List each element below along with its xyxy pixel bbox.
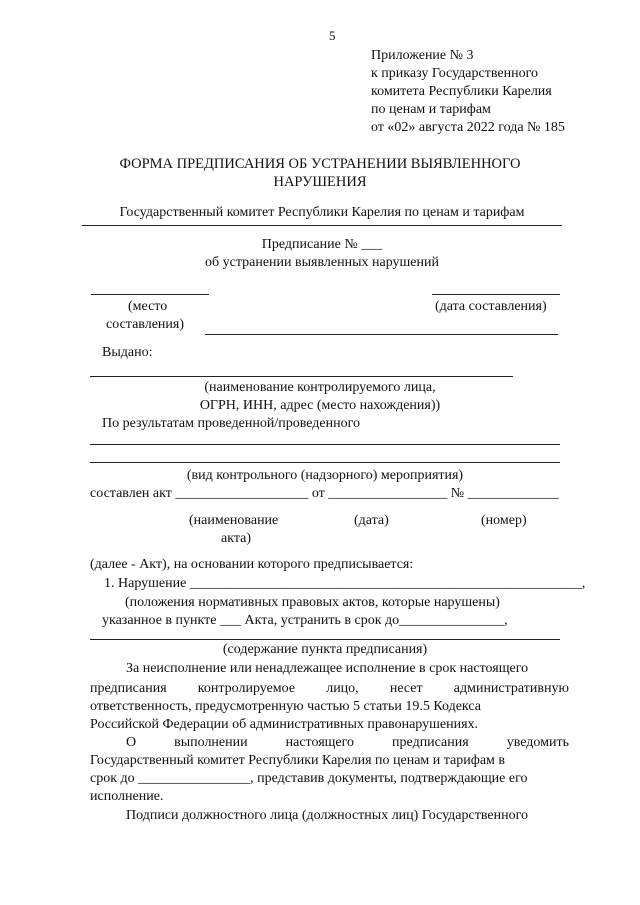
paragraph-2-line-2: Государственный комитет Республики Карелия по ценам и тарифам в [90, 753, 506, 768]
place-caption-line-2: составления) [106, 317, 184, 332]
act-caption-name-line-1: (наименование [189, 513, 279, 528]
p2-word-1: О [126, 735, 137, 750]
paragraph-1-line-1: За неисполнение или ненадлежащее исполнение в срок настоящего [126, 661, 529, 676]
paragraph-3-line-1: Подписи должностного лица (должностных лиц) Государственного [126, 808, 528, 823]
event-caption: (вид контрольного (надзорного) мероприятия) [186, 468, 464, 483]
appendix-line-4: по ценам и тарифам [371, 102, 491, 117]
content-caption: (содержание пункта предписания) [222, 642, 428, 657]
act-caption-number: (номер) [481, 513, 527, 528]
event-line-1 [90, 444, 560, 445]
p1-word-2: контролируемое [197, 681, 296, 696]
paragraph-2-line-1 [126, 734, 569, 751]
paragraph-1-line-3: ответственность, предусмотренную частью 5 статьи 19.5 Кодекса [90, 699, 481, 714]
violation-caption: (положения нормативных правовых актов, которые нарушены) [125, 595, 500, 610]
violation-point-line: указанное в пункте ___ Акта, устранить в срок до_______________, [102, 613, 508, 628]
authority-name: Государственный комитет Республики Карелия по ценам и тарифам [119, 205, 525, 220]
entity-line [90, 376, 513, 377]
order-title-line-1: Предписание № ___ [261, 237, 383, 252]
header-separator [205, 334, 558, 335]
date-caption: (дата составления) [435, 299, 547, 314]
p2-word-2: выполнении [174, 735, 248, 750]
place-caption-line-1: (место [128, 299, 168, 314]
form-title-line-2: НАРУШЕНИЯ [273, 174, 367, 190]
p1-word-4: несет [389, 681, 423, 696]
paragraph-1-line-2 [90, 680, 569, 697]
appendix-line-1: Приложение № 3 [371, 48, 474, 63]
order-title-line-2: об устранении выявленных нарушений [205, 255, 439, 270]
p2-word-4: предписания [392, 735, 469, 750]
issued-label: Выдано: [102, 345, 153, 360]
entity-caption-line-1: (наименование контролируемого лица, [204, 380, 436, 395]
content-line [90, 639, 560, 640]
p1-word-5: административную [453, 681, 569, 696]
p2-word-3: настоящего [285, 735, 355, 750]
act-caption-date: (дата) [354, 513, 389, 528]
entity-caption-line-2: ОГРН, ИНН, адрес (место нахождения)) [199, 398, 441, 413]
p2-word-5: уведомить [506, 735, 569, 750]
form-title-line-1: ФОРМА ПРЕДПИСАНИЯ ОБ УСТРАНЕНИИ ВЫЯВЛЕННОГО [119, 156, 521, 172]
place-line [91, 294, 209, 295]
date-line [432, 294, 560, 295]
paragraph-2-line-3: срок до ________________, представив документы, подтверждающие его [90, 771, 528, 786]
appendix-line-3: комитета Республики Карелия [371, 84, 552, 99]
appendix-line-2: к приказу Государственного [371, 66, 538, 81]
act-line: составлен акт ___________________ от _________________ № _____________ [90, 486, 559, 501]
page-number: 5 [329, 28, 336, 43]
authority-underline [82, 225, 562, 226]
p1-word-3: лицо, [326, 681, 359, 696]
paragraph-2-line-4: исполнение. [90, 789, 164, 804]
act-reference: (далее - Акт), на основании которого предписывается: [90, 557, 414, 572]
p1-word-1: предписания [90, 681, 167, 696]
act-caption-name-line-2: акта) [221, 531, 251, 546]
paragraph-1-line-4: Российской Федерации об административных правонарушениях. [90, 717, 479, 732]
event-line-2 [90, 462, 560, 463]
results-text: По результатам проведенной/проведенного [102, 416, 360, 431]
appendix-line-5: от «02» августа 2022 года № 185 [371, 120, 565, 135]
violation-line: 1. Нарушение ________________________________________________________, [104, 576, 586, 591]
